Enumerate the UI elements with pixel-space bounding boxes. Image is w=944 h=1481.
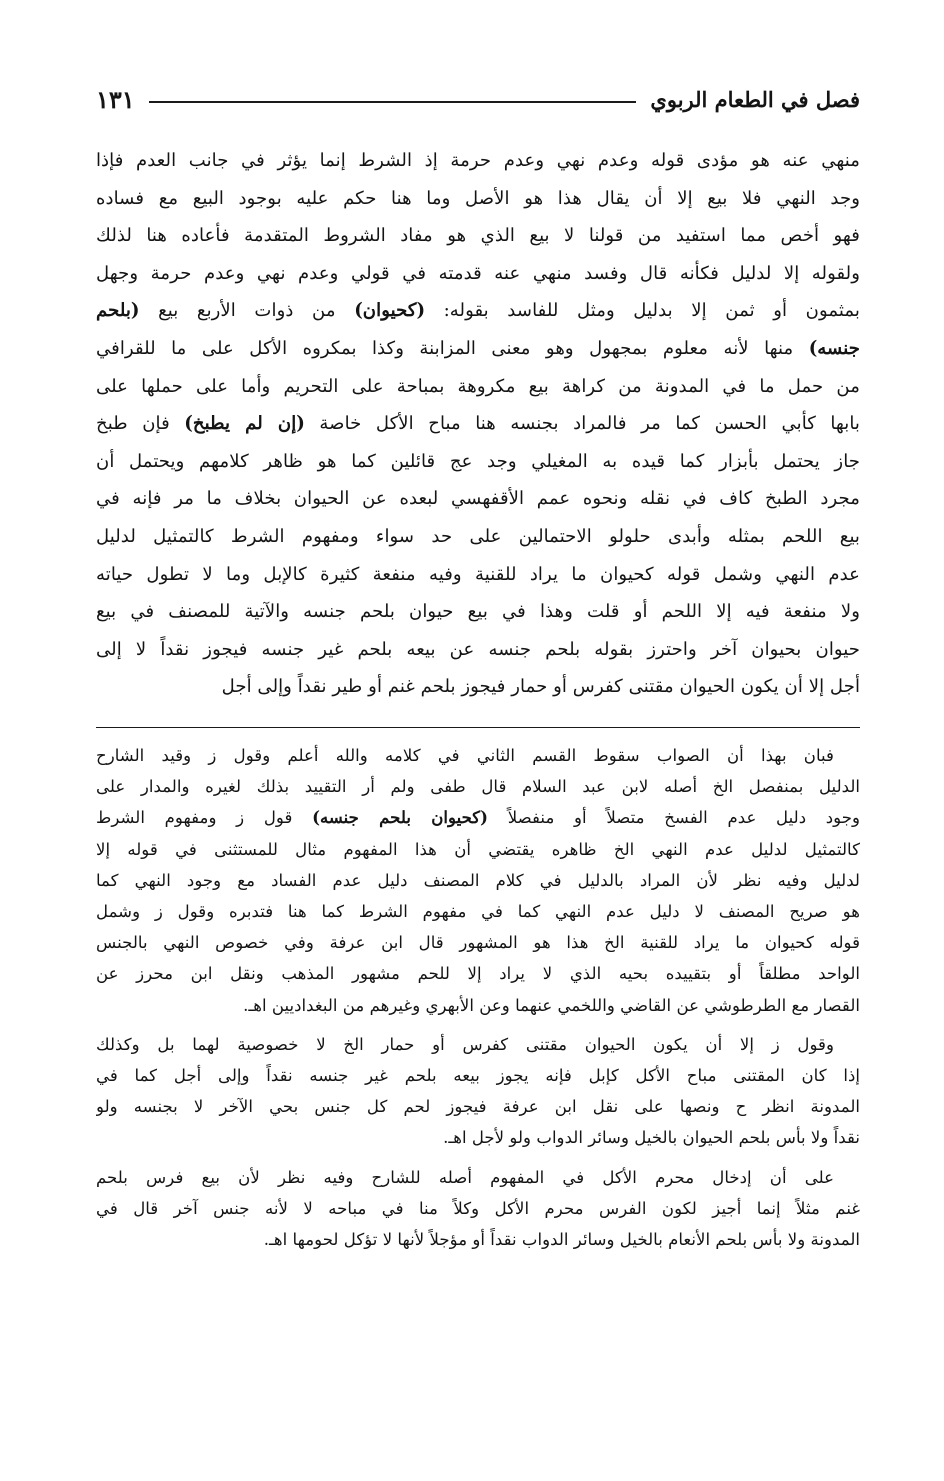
text-segment: منها لأنه معلوم بمجهول وهو معنى المزابنة وكذا بمكروه الأكل على ما للقرافي [96, 337, 794, 359]
main-text [96, 142, 860, 706]
footnote-line: المدونة ولا بأس بلحم الأنعام بالخيل وسائر الدواب نقداً أو مؤجلاً لأنها لا تؤكل لحومها اهـ. [263, 1229, 860, 1249]
page-number: ١٣١ [96, 84, 135, 114]
bold-phrase: (بلحم [96, 300, 140, 322]
text-segment: بمثمون أو ثمن إلا بدليل ومثل للفاسد بقوله: [443, 300, 860, 322]
footnote-paragraph [96, 1162, 860, 1256]
text-line: مجرد الطبخ كاف في نقله ونحوه عمم الأقفهسي لبعده عن الحيوان بخلاف ما مر فإنه في [96, 488, 860, 510]
bold-phrase: (كحيوان) [354, 300, 426, 322]
text-line: جاز يحتمل بأبزار كما قيده به المغيلي وجد عج قائلين كما هو ظاهر كلامهم ويحتمل أن [96, 450, 860, 472]
bold-phrase: جنسه) [808, 337, 860, 359]
footnote-paragraph [96, 1029, 860, 1154]
text-line [96, 330, 860, 368]
text-line: عدم النهي وشمل قوله كحيوان ما يراد للقنية وفيه منفعة كثيرة كالإبل وما لا تطول حياته [96, 563, 860, 585]
main-paragraph [96, 142, 860, 706]
footnotes [96, 740, 860, 1255]
text-line: فهو أخص مما استفيد من قولنا لا بيع الذي هو مفاد الشروط المتقدمة فأعاده هنا لذلك [96, 225, 860, 247]
text-segment: فإن طبخ [96, 413, 170, 435]
bold-phrase: (إن لم يطبخ) [184, 413, 305, 435]
footnote-line: غنم مثلاً إنما أجيز لكون الفرس محرم الأكل وكلاً منا في مباحه لا لأنه جنس آخر قال في [96, 1198, 860, 1218]
footnote-line: لدليل وفيه نظر لأن المراد بالدليل في كلام المصنف دليل عدم الفساد مع وجود النهي كما [96, 870, 860, 890]
text-segment: من ذوات الأربع بيع [158, 300, 336, 322]
text-line: وجد النهي فلا بيع إلا أن يقال هذا هو الأصل وما هنا حكم عليه بوجود البيع مع فساده [96, 187, 860, 209]
footnote-line: كالتمثيل لدليل عدم النهي الخ ظاهره يقتضي أن هذا المفهوم مثال للمستثنى في قوله إلا [96, 839, 860, 859]
text-segment: قول ز ومفهوم الشرط [96, 808, 293, 828]
footnote-paragraph [96, 740, 860, 1021]
page-header [96, 78, 860, 120]
text-line: أجل إلا أن يكون الحيوان مقتنى كفرس أو حمار فيجوز بلحم غنم أو طير نقداً وإلى أجل [221, 676, 860, 698]
footnote-line: المدونة انظر ح ونصها على نقل ابن عرفة فيجوز لحم كل جنس بحي الآخر لا بجنسه ولو [96, 1097, 860, 1117]
footnote-line: فبان بهذا أن الصواب سقوط القسم الثاني في كلامه والله أعلم وقول ز وقيد الشارح [96, 745, 834, 765]
footnote-line: على أن إدخال محرم الأكل في المفهوم أصله للشارح وفيه نظر لأن بيع فرس بلحم [96, 1167, 834, 1187]
text-line: بيع اللحم بمثله وأبدى حلولو الاحتمالين على حد سواء ومفهوم الشرط كالتمثيل لدليل [96, 525, 860, 547]
text-segment: بابها كأبي الحسن كما مر فالمراد بجنسه هنا مباح الأكل خاصة [319, 413, 860, 435]
footnote-line: قوله كحيوان ما يراد للقنية الخ هذا هو المشهور قال ابن عرفة وفي خصوص النهي بالجنس [96, 933, 860, 953]
footnote-line: الواحد مطلقاً أو بتقييده بحيه الذي لا يراد إلا للحم مشهور المذهب ونقل ابن محرز عن [96, 964, 860, 984]
bold-phrase: (كحيوان بلحم جنسه) [312, 807, 489, 828]
text-line [96, 405, 860, 443]
footnote-line: إذا كان المقتنى مباح الأكل كإبل فإنه يجوز بيعه بلحم غير جنسه نقداً وإلى أجل كما في [96, 1065, 860, 1085]
footnote-divider [96, 727, 860, 728]
footnote-line [96, 802, 860, 833]
running-title: فصل في الطعام الربوي [650, 86, 860, 112]
footnote-line: القصار مع الطرطوشي عن القاضي واللخمي عنهما وعن الأبهري وغيرهم من البغداديين اهـ. [243, 995, 860, 1015]
text-line: حيوان بحيوان آخر واحترز بقوله بلحم جنسه عن بيعه بلحم غير جنسه فيجوز نقداً لا إلى [96, 638, 860, 660]
text-line [96, 292, 860, 330]
text-segment: وجود دليل عدم الفسخ متصلاً أو منفصلاً [507, 808, 860, 828]
footnote-line: هو صريح المصنف لا دليل عدم النهي كما في مفهوم الشرط كما هنا فتدبره وقول ز وشمل [96, 901, 860, 921]
text-line: منهي عنه هو مؤدى قوله وعدم نهي وعدم حرمة إذ الشرط إنما يؤثر في جانب العدم فإذا [96, 150, 860, 171]
footnote-line: الدليل بمنفصل الخ أصله لابن عبد السلام قال طفى ولم أر التقييد بذلك لغيره والمدار على [96, 777, 860, 797]
document-page [96, 78, 860, 1408]
footnote-line: نقداً ولا بأس بلحم الحيوان بالخيل وسائر الدواب ولو لأجل اهـ. [443, 1128, 860, 1148]
header-rule [149, 101, 637, 103]
text-line: ولا منفعة فيه إلا اللحم أو قلت وهذا في بيع حيوان بلحم جنسه والآتية للمصنف في بيع [96, 601, 860, 623]
text-line: من حمل ما في المدونة من كراهة بيع مكروهة بمباحة على التحريم وأما على حملها على [96, 375, 860, 397]
footnote-line: وقول ز إلا أن يكون الحيوان مقتنى كفرس أو حمار الخ لا خصوصية لهما بل وكذلك [96, 1034, 834, 1054]
text-line: ولقوله إلا لدليل فكأنه قال وفسد منهي عنه قدمته في قولي وعدم نهي وعدم حرمة وجهل [96, 262, 860, 284]
